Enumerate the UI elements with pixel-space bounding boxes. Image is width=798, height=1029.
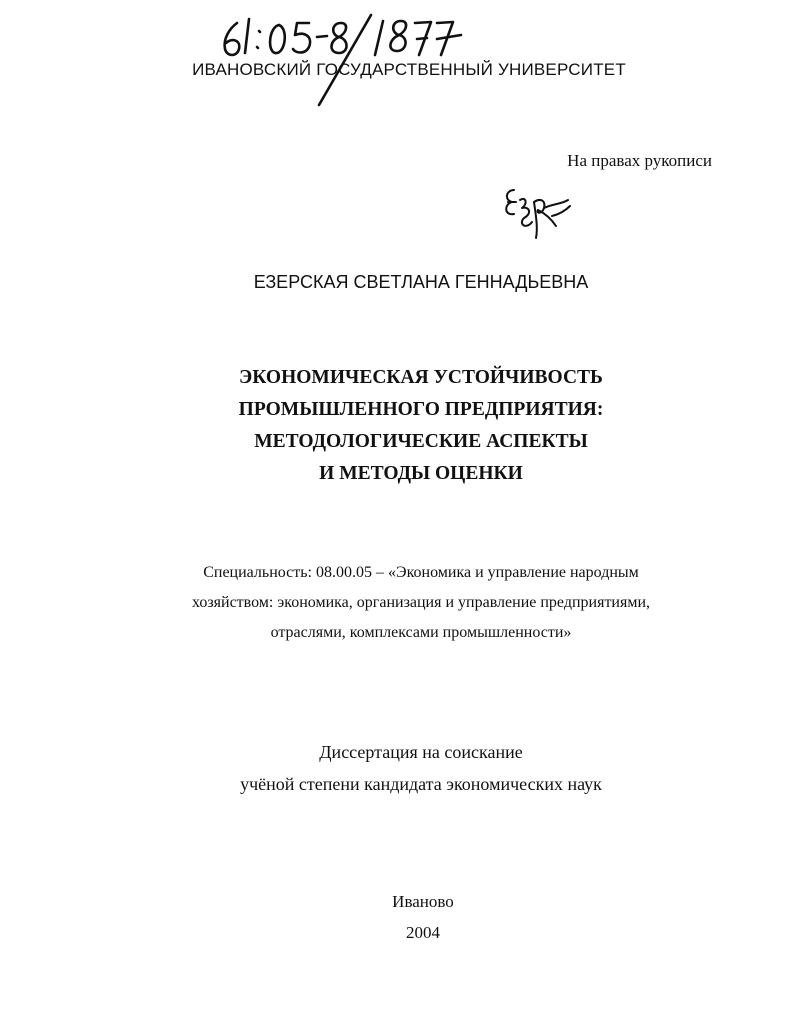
specialty-line: хозяйством: экономика, организация и управление предприятиями, xyxy=(191,594,651,611)
degree-statement xyxy=(0,736,798,800)
title-line: МЕТОДОЛОГИЧЕСКИЕ АСПЕКТЫ xyxy=(254,431,588,452)
degree-line: учёной степени кандидата экономических наук xyxy=(240,774,602,794)
dissertation-title xyxy=(0,362,798,490)
degree-line: Диссертация на соискание xyxy=(319,742,523,762)
author-name: ЕЗЕРСКАЯ СВЕТЛАНА ГЕННАДЬЕВНА xyxy=(253,272,589,292)
city: Иваново xyxy=(392,892,454,911)
title-line: ЭКОНОМИЧЕСКАЯ УСТОЙЧИВОСТЬ xyxy=(239,367,603,388)
specialty-block xyxy=(0,558,798,648)
specialty-line: отраслями, комплексами промышленности» xyxy=(270,624,572,641)
title-line: И МЕТОДЫ ОЦЕНКИ xyxy=(319,463,523,484)
specialty-line: Специальность: 08.00.05 – «Экономика и управление народным xyxy=(203,564,639,581)
manuscript-note: На правах рукописи xyxy=(567,151,712,170)
university-name: ИВАНОВСКИЙ ГОСУДАРСТВЕННЫЙ УНИВЕРСИТЕТ xyxy=(192,60,626,79)
title-line: ПРОМЫШЛЕННОГО ПРЕДПРИЯТИЯ: xyxy=(238,399,604,420)
year: 2004 xyxy=(406,923,440,942)
author-signature xyxy=(496,180,576,242)
